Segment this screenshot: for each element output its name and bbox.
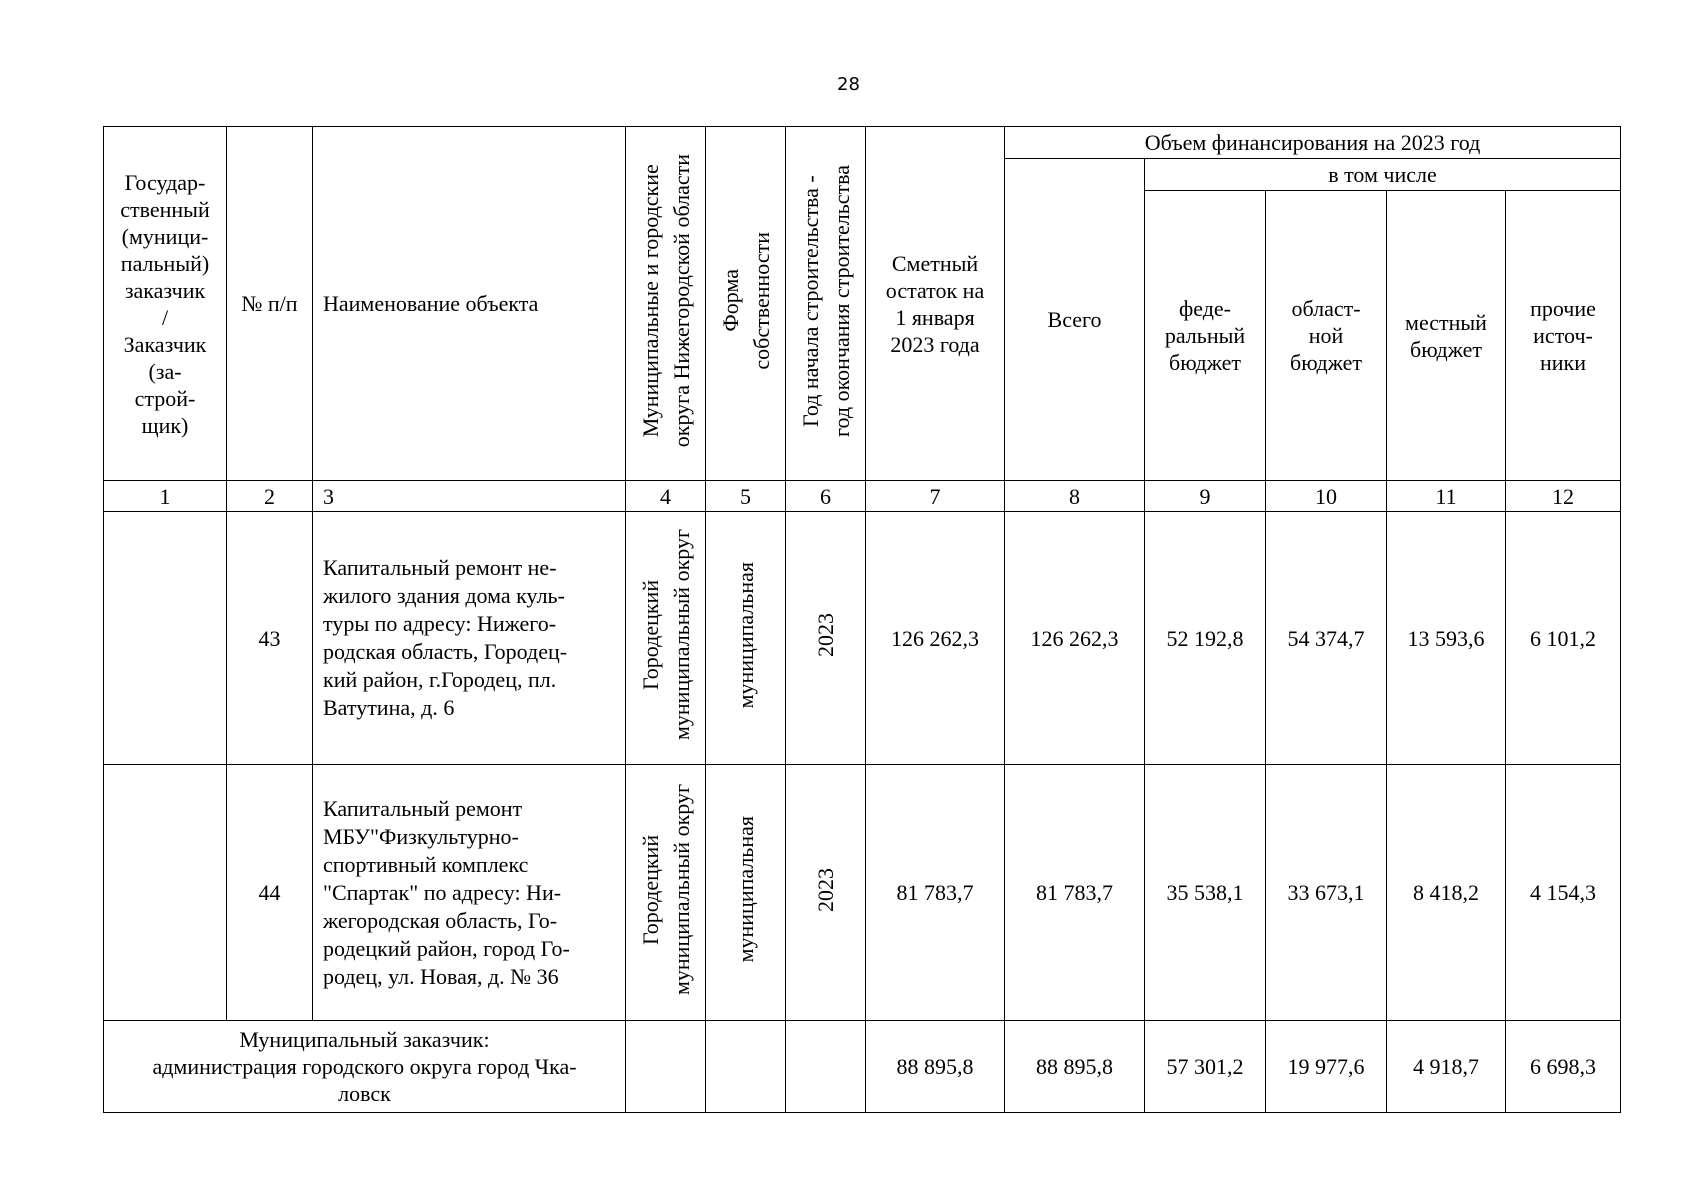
total-years [786,1021,866,1113]
row-municipality-text: Городецкий муниципальный округ [637,783,694,995]
row-ownership-text: муниципальная [733,816,758,963]
header-customer-text: Государ- ственный (муници- пальный) заказчик / Заказчик (за- строй- щик) [120,169,210,438]
header-regional: област- ной бюджет [1266,191,1387,481]
row-local: 8 418,2 [1387,765,1506,1021]
row-number: 43 [227,512,313,765]
total-local: 4 918,7 [1387,1021,1506,1113]
column-number: 7 [866,481,1005,512]
row-object-name: Капитальный ремонт не- жилого здания дома куль- туры по адресу: Нижего- родская область, Городец- кий район, г.Городец, пл. Ватутина, д. 6 [313,512,626,765]
column-number: 10 [1266,481,1387,512]
column-number: 9 [1145,481,1266,512]
row-municipality [626,765,706,1021]
header-municipality-text: Муниципальные и городские округа Нижегородской области [637,153,694,448]
customer-total-label: Муниципальный заказчик: администрация городского округа город Чка- ловск [104,1021,626,1113]
row-municipality-text: Городецкий муниципальный округ [637,529,694,741]
row-estimate: 81 783,7 [866,765,1005,1021]
row-object-name: Капитальный ремонт МБУ"Физкультурно- спортивный комплекс "Спартак" по адресу: Ни- жегородская область, Го- родецкий район, город Го- родец, ул. Новая, д. № 36 [313,765,626,1021]
total-total: 88 895,8 [1005,1021,1145,1113]
header-estimate: Сметный остаток на 1 января 2023 года [866,127,1005,481]
financing-table [103,126,1621,1113]
header-object-name: Наименование объекта [313,127,626,481]
row-ownership [706,512,786,765]
column-number: 12 [1506,481,1621,512]
total-other: 6 698,3 [1506,1021,1621,1113]
total-regional: 19 977,6 [1266,1021,1387,1113]
row-ownership-text: муниципальная [733,561,758,709]
header-years [786,127,866,481]
row-years-text: 2023 [813,867,838,912]
row-regional: 33 673,1 [1266,765,1387,1021]
total-municipality [626,1021,706,1113]
row-estimate: 126 262,3 [866,512,1005,765]
row-regional: 54 374,7 [1266,512,1387,765]
row-local: 13 593,6 [1387,512,1506,765]
header-number: № п/п [227,127,313,481]
column-number: 2 [227,481,313,512]
header-financing-title: Объем финансирования на 2023 год [1005,127,1621,159]
header-other: прочие источ- ники [1506,191,1621,481]
row-customer [104,512,227,765]
table-row [104,512,1621,765]
row-municipality [626,512,706,765]
table-row [104,765,1621,1021]
header-ownership-text: Форма собственности [717,231,774,370]
column-number: 8 [1005,481,1145,512]
header-local: местный бюджет [1387,191,1506,481]
row-years [786,512,866,765]
row-ownership [706,765,786,1021]
column-number: 6 [786,481,866,512]
header-municipality [626,127,706,481]
row-total: 81 783,7 [1005,765,1145,1021]
column-numbers-row [104,481,1621,512]
column-number: 4 [626,481,706,512]
row-years [786,765,866,1021]
column-number: 5 [706,481,786,512]
row-federal: 35 538,1 [1145,765,1266,1021]
header-ownership [706,127,786,481]
row-other: 6 101,2 [1506,512,1621,765]
total-estimate: 88 895,8 [866,1021,1005,1113]
row-federal: 52 192,8 [1145,512,1266,765]
row-total: 126 262,3 [1005,512,1145,765]
total-federal: 57 301,2 [1145,1021,1266,1113]
row-years-text: 2023 [813,613,838,657]
header-years-text: Год начала строительства - год окончания строительства [797,164,854,437]
column-number: 1 [104,481,227,512]
header-federal: феде- ральный бюджет [1145,191,1266,481]
header-total: Всего [1005,159,1145,481]
row-number: 44 [227,765,313,1021]
total-ownership [706,1021,786,1113]
header-customer [104,127,227,481]
row-other: 4 154,3 [1506,765,1621,1021]
column-number: 3 [313,481,626,512]
page-number: 28 [837,74,860,95]
row-customer [104,765,227,1021]
column-number: 11 [1387,481,1506,512]
header-including: в том числе [1145,159,1621,191]
customer-total-row [104,1021,1621,1113]
